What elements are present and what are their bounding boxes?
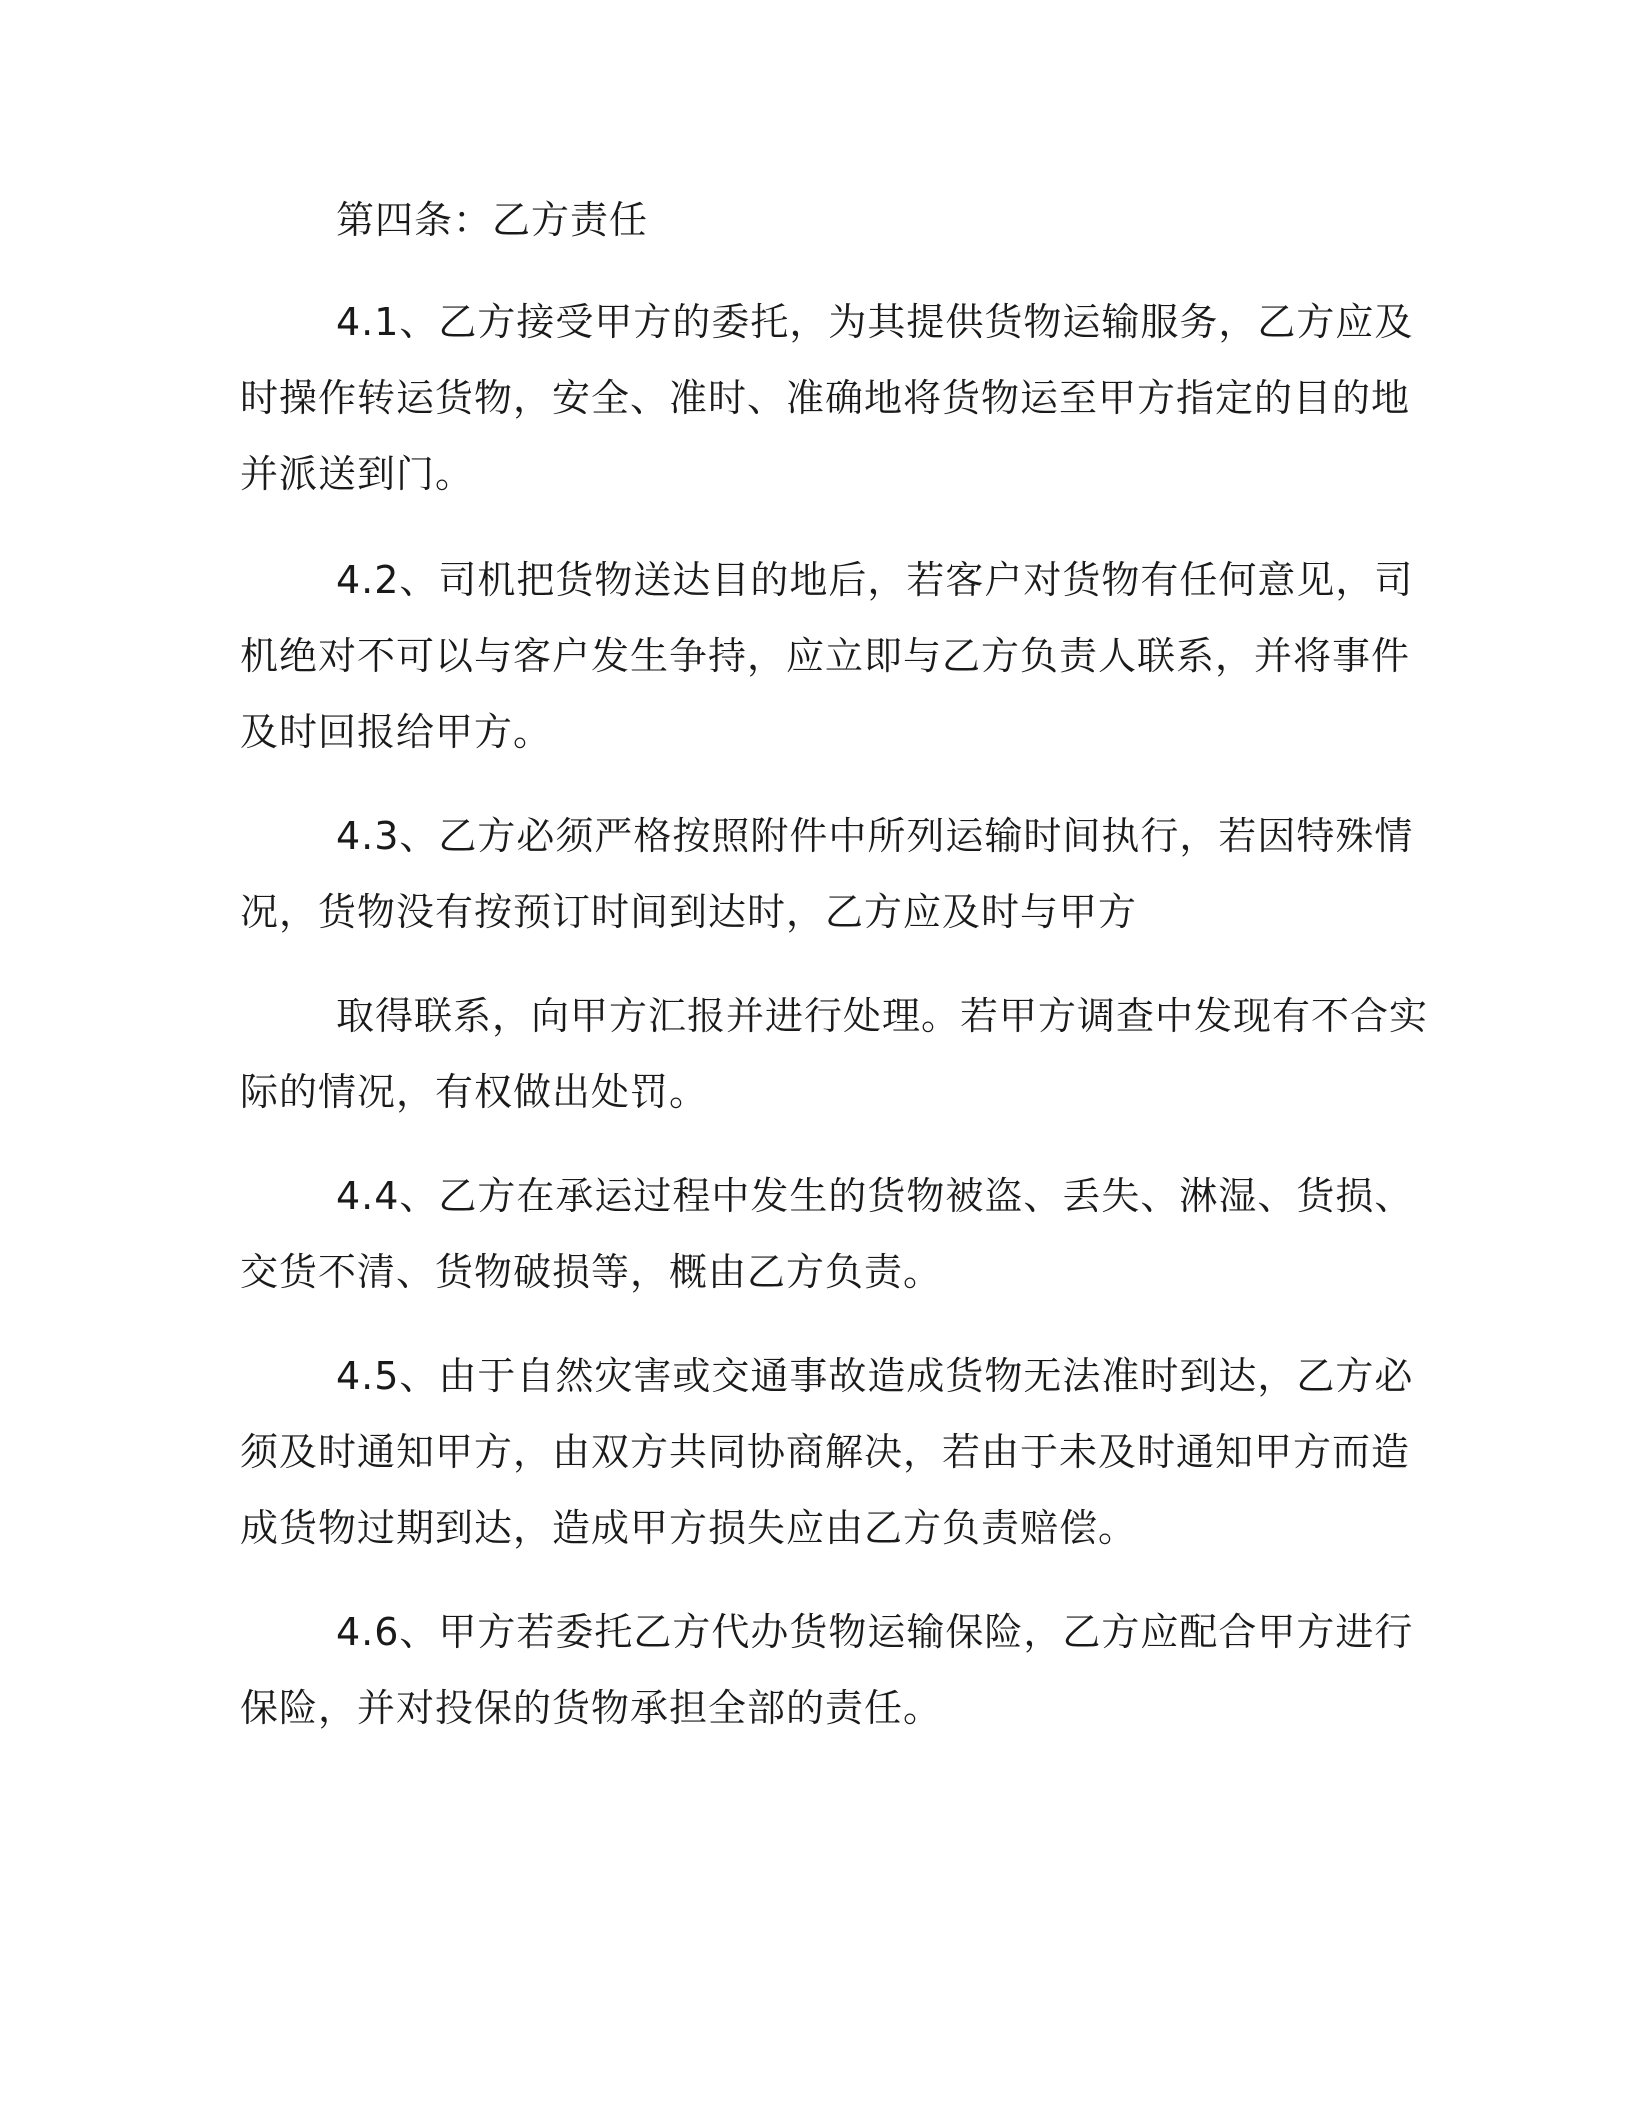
clause-4-4-line-1: 4.4、乙方在承运过程中发生的货物被盗、丢失、淋湿、货损、: [336, 1174, 1414, 1218]
clause-4-1-line-1: 4.1、乙方接受甲方的委托，为其提供货物运输服务，乙方应及: [336, 300, 1414, 344]
clause-4-2-line-1: 4.2、司机把货物送达目的地后，若客户对货物有任何意见，司: [336, 558, 1414, 602]
clause-4-1-line-2: 时操作转运货物，安全、准时、准确地将货物运至甲方指定的目的地: [240, 376, 1411, 420]
clause-4-4-line-2: 交货不清、货物破损等，概由乙方负责。: [240, 1250, 943, 1294]
clause-4-1-line-3: 并派送到门。: [240, 452, 475, 496]
clause-4-6-line-2: 保险，并对投保的货物承担全部的责任。: [240, 1686, 943, 1730]
clause-4-5-line-3: 成货物过期到达，造成甲方损失应由乙方负责赔偿。: [240, 1506, 1138, 1550]
clause-4-5-line-2: 须及时通知甲方，由双方共同协商解决，若由于未及时通知甲方而造: [240, 1430, 1411, 1474]
clause-4-3-cont-line-1: 取得联系，向甲方汇报并进行处理。若甲方调查中发现有不合实: [336, 994, 1429, 1038]
clause-4-5-line-1: 4.5、由于自然灾害或交通事故造成货物无法准时到达，乙方必: [336, 1354, 1414, 1398]
clause-4-2-line-3: 及时回报给甲方。: [240, 710, 553, 754]
section-heading: 第四条：乙方责任: [336, 198, 649, 242]
clause-4-3-line-1: 4.3、乙方必须严格按照附件中所列运输时间执行，若因特殊情: [336, 814, 1414, 858]
clause-4-6-line-1: 4.6、甲方若委托乙方代办货物运输保险，乙方应配合甲方进行: [336, 1610, 1414, 1654]
clause-4-3-cont-line-2: 际的情况，有权做出处罚。: [240, 1070, 709, 1114]
clause-4-2-line-2: 机绝对不可以与客户发生争持，应立即与乙方负责人联系，并将事件: [240, 634, 1411, 678]
clause-4-3-line-2: 况，货物没有按预订时间到达时，乙方应及时与甲方: [240, 890, 1138, 934]
